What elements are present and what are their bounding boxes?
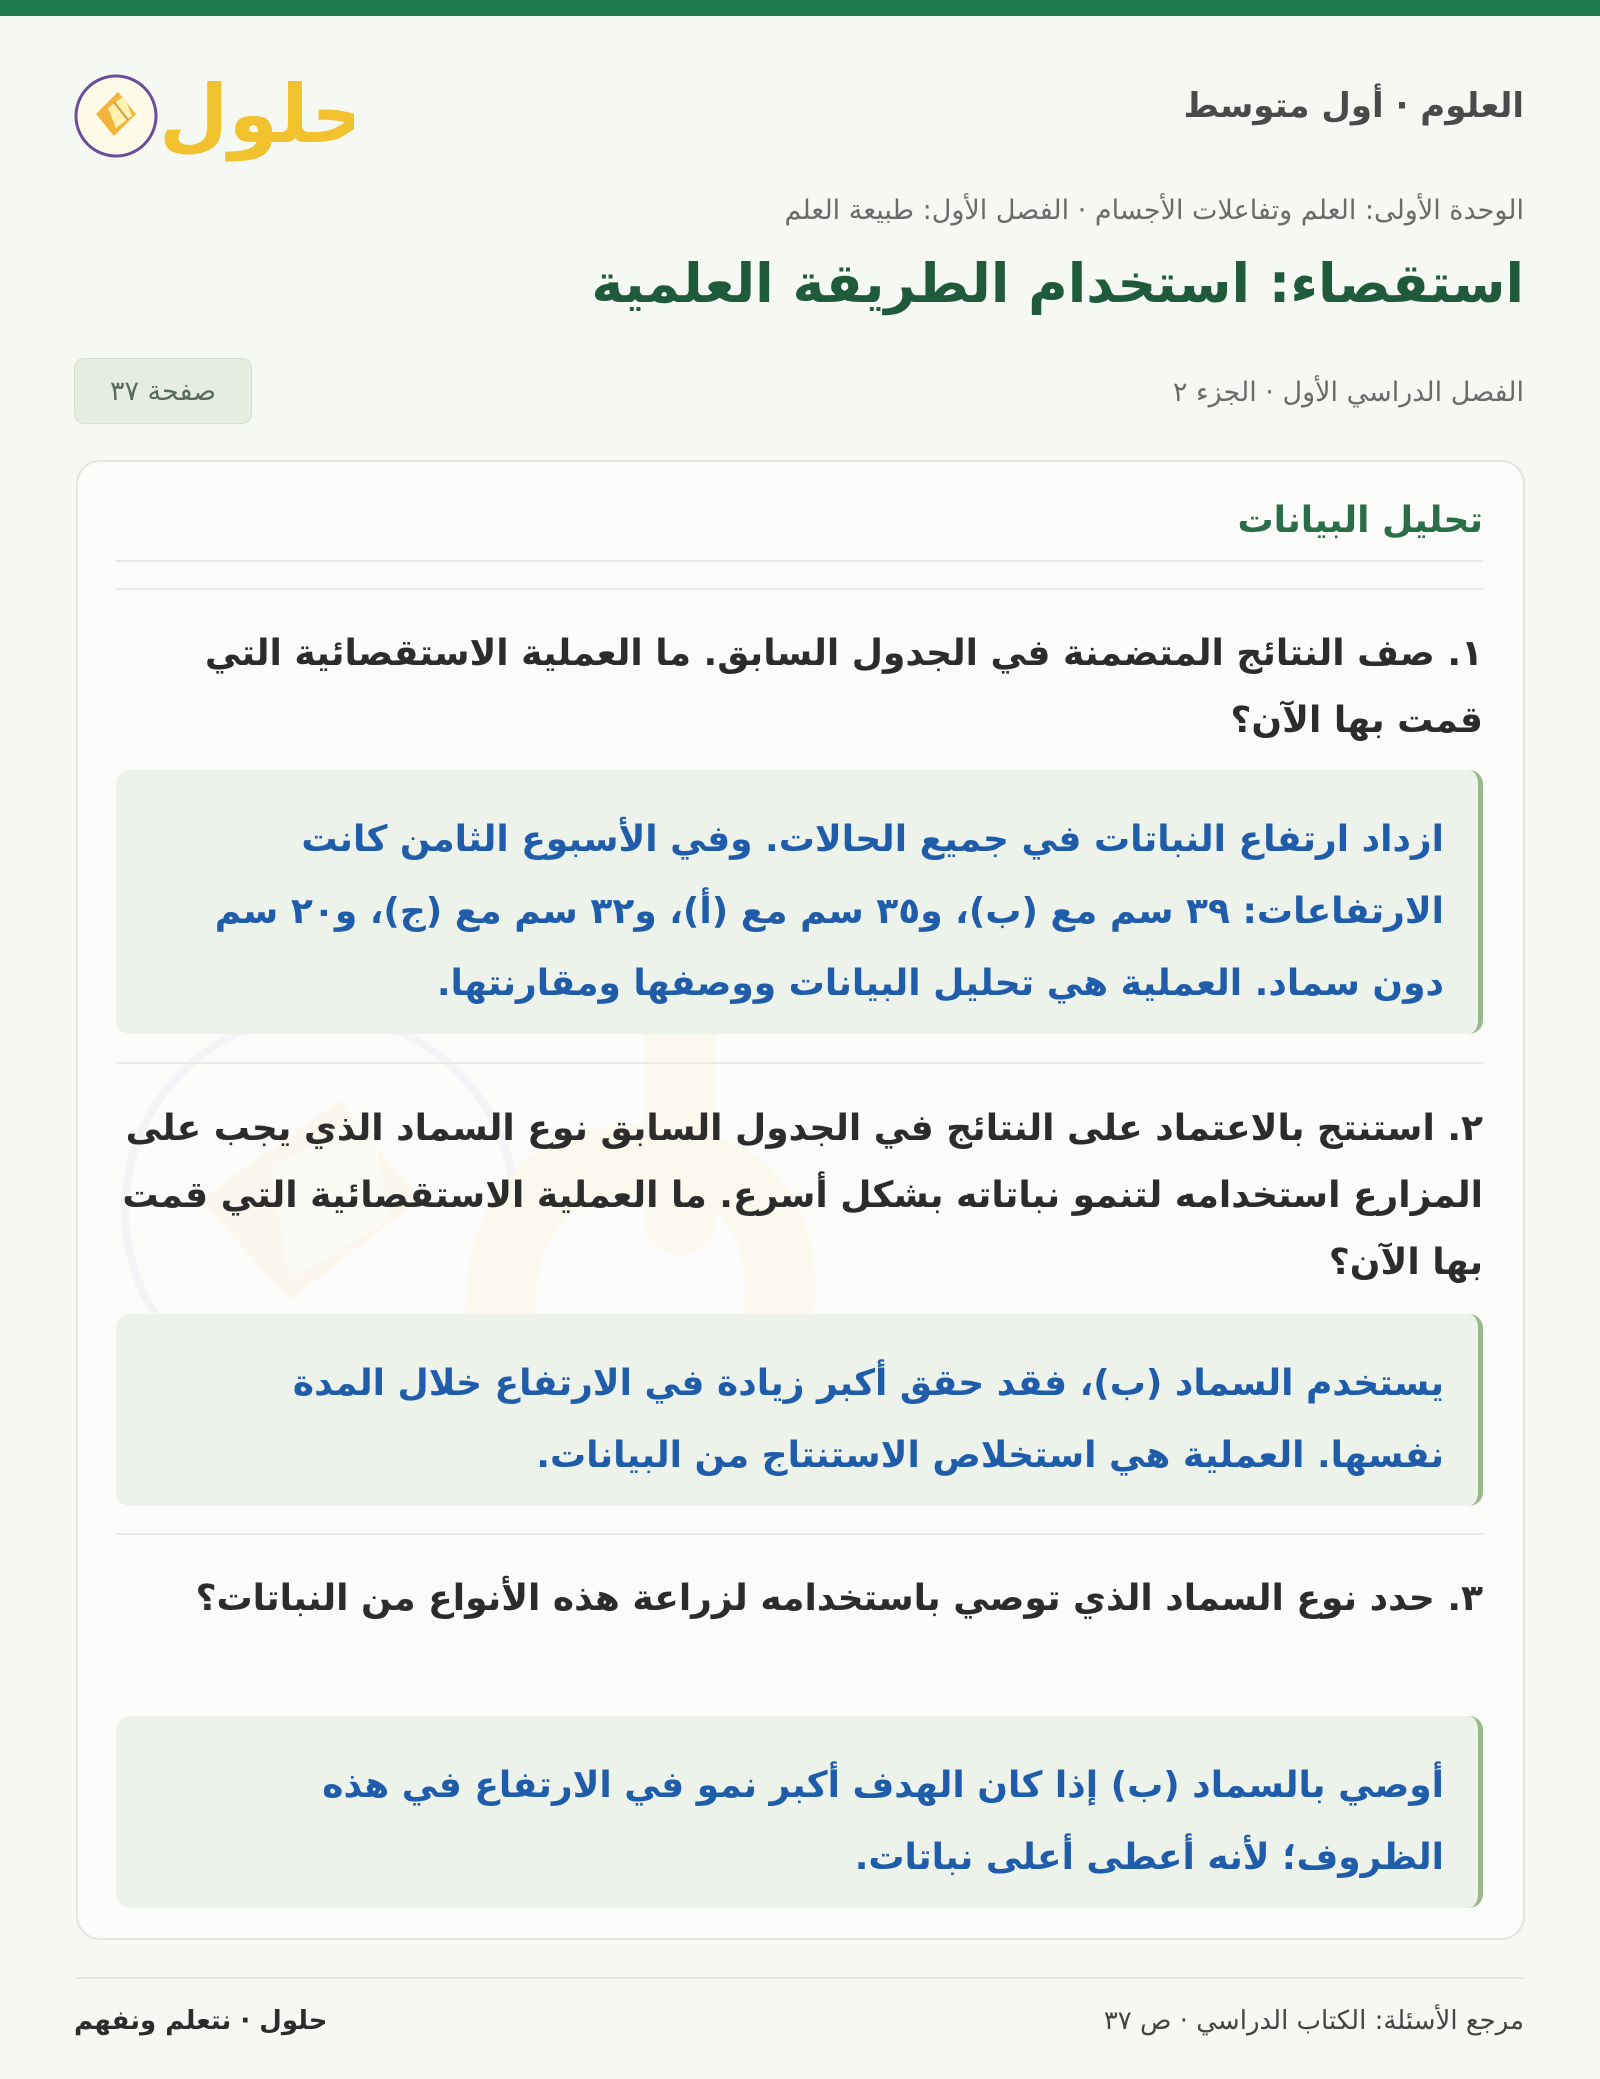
subject-label: العلوم · أول متوسط <box>1183 86 1524 126</box>
section-title: تحليل البيانات <box>1237 500 1483 541</box>
footer-brand: حلول · نتعلم ونفهم <box>74 2006 328 2036</box>
divider <box>116 1062 1483 1064</box>
footer-reference: مرجع الأسئلة: الكتاب الدراسي · ص ٣٧ <box>1103 2006 1524 2036</box>
page-number-badge: صفحة ٣٧ <box>74 358 252 424</box>
questions-card <box>76 460 1525 1940</box>
divider <box>116 1533 1483 1535</box>
semester-label: الفصل الدراسي الأول · الجزء ٢ <box>1172 377 1524 408</box>
divider <box>116 588 1483 590</box>
hulul-logo[interactable] <box>74 50 354 170</box>
top-accent-bar <box>0 0 1600 16</box>
question-3: ٣. حدد نوع السماد الذي توصي باستخدامه لزراعة هذه الأنواع من النباتات؟ <box>195 1578 1483 1619</box>
answer-3: أوصي بالسماد (ب) إذا كان الهدف أكبر نمو في الارتفاع في هذه الظروف؛ لأنه أعطى أعلى نباتات. <box>116 1716 1483 1908</box>
answer-1: ازداد ارتفاع النباتات في جميع الحالات. وفي الأسبوع الثامن كانت الارتفاعات: ٣٩ سم مع (ب)، و٣٥ سم مع (أ)، و٣٢ سم مع (ج)، و٢٠ سم دون سماد. العملية هي تحليل البيانات ووصفها ومقارنتها. <box>116 770 1483 1034</box>
logo-text: حلول <box>159 68 354 161</box>
footer-divider <box>76 1977 1525 1979</box>
answer-2: يستخدم السماد (ب)، فقد حقق أكبر زيادة في الارتفاع خلال المدة نفسها. العملية هي استخلاص الاستنتاج من البيانات. <box>116 1314 1483 1506</box>
question-2: ٢. استنتج بالاعتماد على النتائج في الجدول السابق نوع السماد الذي يجب على المزارع استخدامه لتنمو نباتاته بشكل أسرع. ما العملية الاستقصائية التي قمت بها الآن؟ <box>122 1108 1483 1283</box>
question-1: ١. صف النتائج المتضمنة في الجدول السابق. ما العملية الاستقصائية التي قمت بها الآن؟ <box>204 633 1483 741</box>
page-title: استقصاء: استخدام الطريقة العلمية <box>591 252 1524 315</box>
section-underline <box>116 560 1483 562</box>
breadcrumb: الوحدة الأولى: العلم وتفاعلات الأجسام · الفصل الأول: طبيعة العلم <box>784 195 1524 226</box>
header <box>74 50 1524 170</box>
